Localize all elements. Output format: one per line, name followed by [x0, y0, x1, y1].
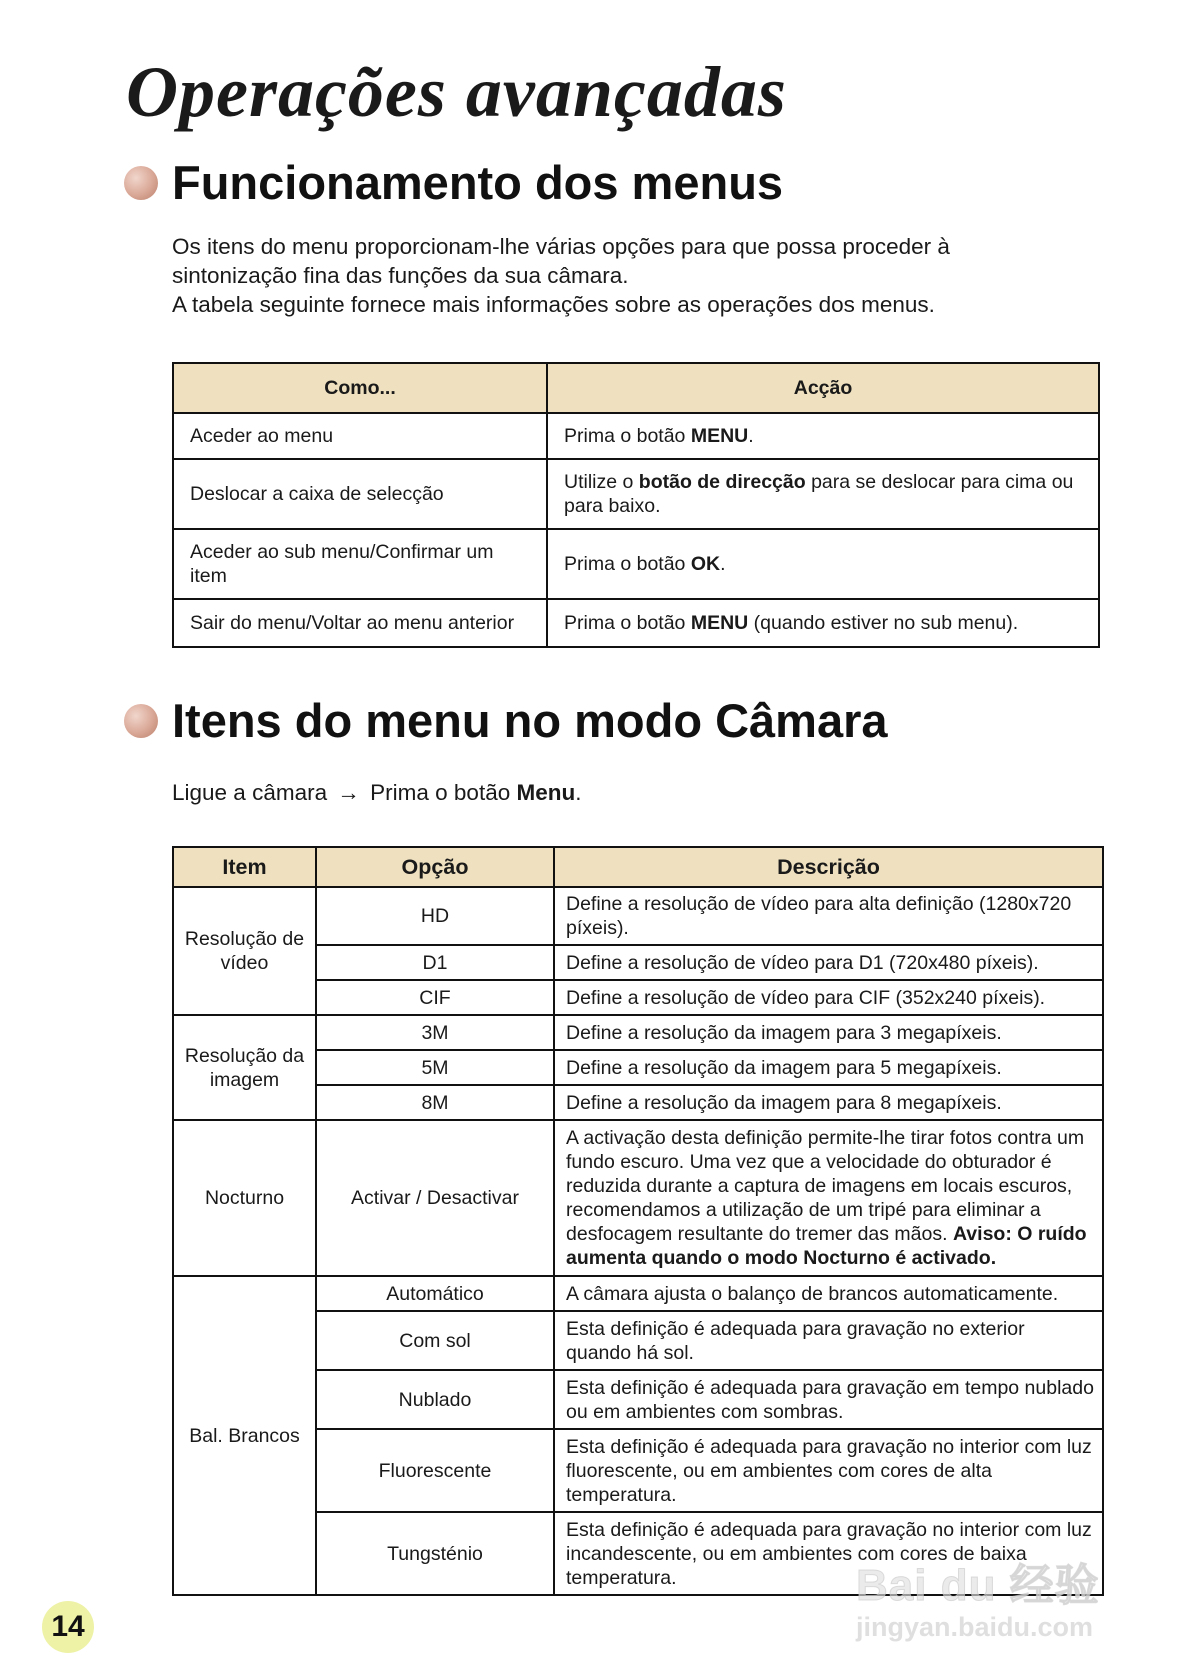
column-header: Descrição — [554, 847, 1103, 887]
description-cell: Esta definição é adequada para gravação no exterior quando há sol. — [554, 1311, 1103, 1370]
table-row — [173, 1276, 1103, 1311]
section-title: Itens do menu no modo Câmara — [172, 694, 888, 747]
menu-operations-table — [172, 362, 1100, 648]
option-cell: Nublado — [316, 1370, 554, 1429]
page-title: Operações avançadas — [126, 52, 787, 132]
intro-paragraph — [172, 232, 1072, 319]
option-cell: D1 — [316, 945, 554, 980]
watermark-url: jingyan.baidu.com — [856, 1612, 1094, 1642]
description-cell: A activação desta definição permite-lhe tirar fotos contra um fundo escuro. Uma vez que a velocidade do obturador é reduzida durante a captura de imagens em locais escuros, recomendamos a utilização de um tripé para eliminar a desfocagem resultante do tremer das mãos. Aviso: O ruído aumenta quando o modo Nocturno é activado. — [554, 1120, 1103, 1276]
lead-text: Ligue a câmara — [172, 780, 328, 805]
table-row — [173, 529, 1099, 599]
item-cell: Nocturno — [173, 1120, 316, 1276]
item-cell: Bal. Brancos — [173, 1276, 316, 1595]
description-cell: Define a resolução da imagem para 3 megapíxeis. — [554, 1015, 1103, 1050]
lead-text: . — [575, 780, 582, 805]
section-bullet-icon — [124, 704, 158, 738]
table-row — [173, 413, 1099, 459]
option-cell: 8M — [316, 1085, 554, 1120]
option-cell: CIF — [316, 980, 554, 1015]
description-cell: Esta definição é adequada para gravação no interior com luz incandescente, ou em ambientes com cores de baixa temperatura. — [554, 1512, 1103, 1595]
table-row — [173, 887, 1103, 945]
description-cell: Define a resolução de vídeo para CIF (352x240 píxeis). — [554, 980, 1103, 1015]
table-row — [173, 459, 1099, 529]
column-header: Item — [173, 847, 316, 887]
camera-menu-table — [172, 846, 1104, 1596]
intro-line: A tabela seguinte fornece mais informações sobre as operações dos menus. — [172, 292, 935, 317]
how-cell: Aceder ao menu — [173, 413, 547, 459]
table-header-row — [173, 363, 1099, 413]
how-cell: Sair do menu/Voltar ao menu anterior — [173, 599, 547, 647]
option-cell: Com sol — [316, 1311, 554, 1370]
intro-line: sintonização fina das funções da sua câmara. — [172, 263, 629, 288]
description-cell: Define a resolução de vídeo para alta definição (1280x720 píxeis). — [554, 887, 1103, 945]
section-title: Funcionamento dos menus — [172, 156, 784, 209]
action-cell: Prima o botão MENU. — [547, 413, 1099, 459]
description-cell: A câmara ajusta o balanço de brancos automaticamente. — [554, 1276, 1103, 1311]
table-row — [173, 599, 1099, 647]
description-cell: Esta definição é adequada para gravação no interior com luz fluorescente, ou em ambientes com cores de alta temperatura. — [554, 1429, 1103, 1512]
right-arrow-icon: → — [337, 780, 360, 805]
option-cell: HD — [316, 887, 554, 945]
action-cell: Utilize o botão de direcção para se deslocar para cima ou para baixo. — [547, 459, 1099, 529]
intro-line: Os itens do menu proporcionam-lhe várias opções para que possa proceder à — [172, 234, 950, 259]
description-cell: Define a resolução de vídeo para D1 (720x480 píxeis). — [554, 945, 1103, 980]
column-header: Acção — [547, 363, 1099, 413]
page-number-badge: 14 — [42, 1601, 94, 1653]
column-header: Como... — [173, 363, 547, 413]
section-heading-camera — [124, 696, 1024, 748]
action-cell: Prima o botão MENU (quando estiver no sub menu). — [547, 599, 1099, 647]
lead-text: Prima o botão — [370, 780, 511, 805]
table-row — [173, 1015, 1103, 1050]
instruction-line — [172, 778, 582, 808]
option-cell: Activar / Desactivar — [316, 1120, 554, 1276]
description-cell: Esta definição é adequada para gravação em tempo nublado ou em ambientes com sombras. — [554, 1370, 1103, 1429]
item-cell: Resolução da imagem — [173, 1015, 316, 1120]
section-bullet-icon — [124, 166, 158, 200]
item-cell: Resolução de vídeo — [173, 887, 316, 1015]
section-heading-menus — [124, 158, 1024, 210]
option-cell: 5M — [316, 1050, 554, 1085]
option-cell: Automático — [316, 1276, 554, 1311]
option-cell: Tungsténio — [316, 1512, 554, 1595]
table-row — [173, 1120, 1103, 1276]
action-cell: Prima o botão OK. — [547, 529, 1099, 599]
description-cell: Define a resolução da imagem para 8 megapíxeis. — [554, 1085, 1103, 1120]
watermark-logo: Bai du 经验 — [856, 1561, 1100, 1610]
description-cell: Define a resolução da imagem para 5 megapíxeis. — [554, 1050, 1103, 1085]
table-header-row — [173, 847, 1103, 887]
column-header: Opção — [316, 847, 554, 887]
lead-bold: Menu — [516, 780, 576, 805]
option-cell: 3M — [316, 1015, 554, 1050]
how-cell: Aceder ao sub menu/Confirmar um item — [173, 529, 547, 599]
option-cell: Fluorescente — [316, 1429, 554, 1512]
how-cell: Deslocar a caixa de selecção — [173, 459, 547, 529]
